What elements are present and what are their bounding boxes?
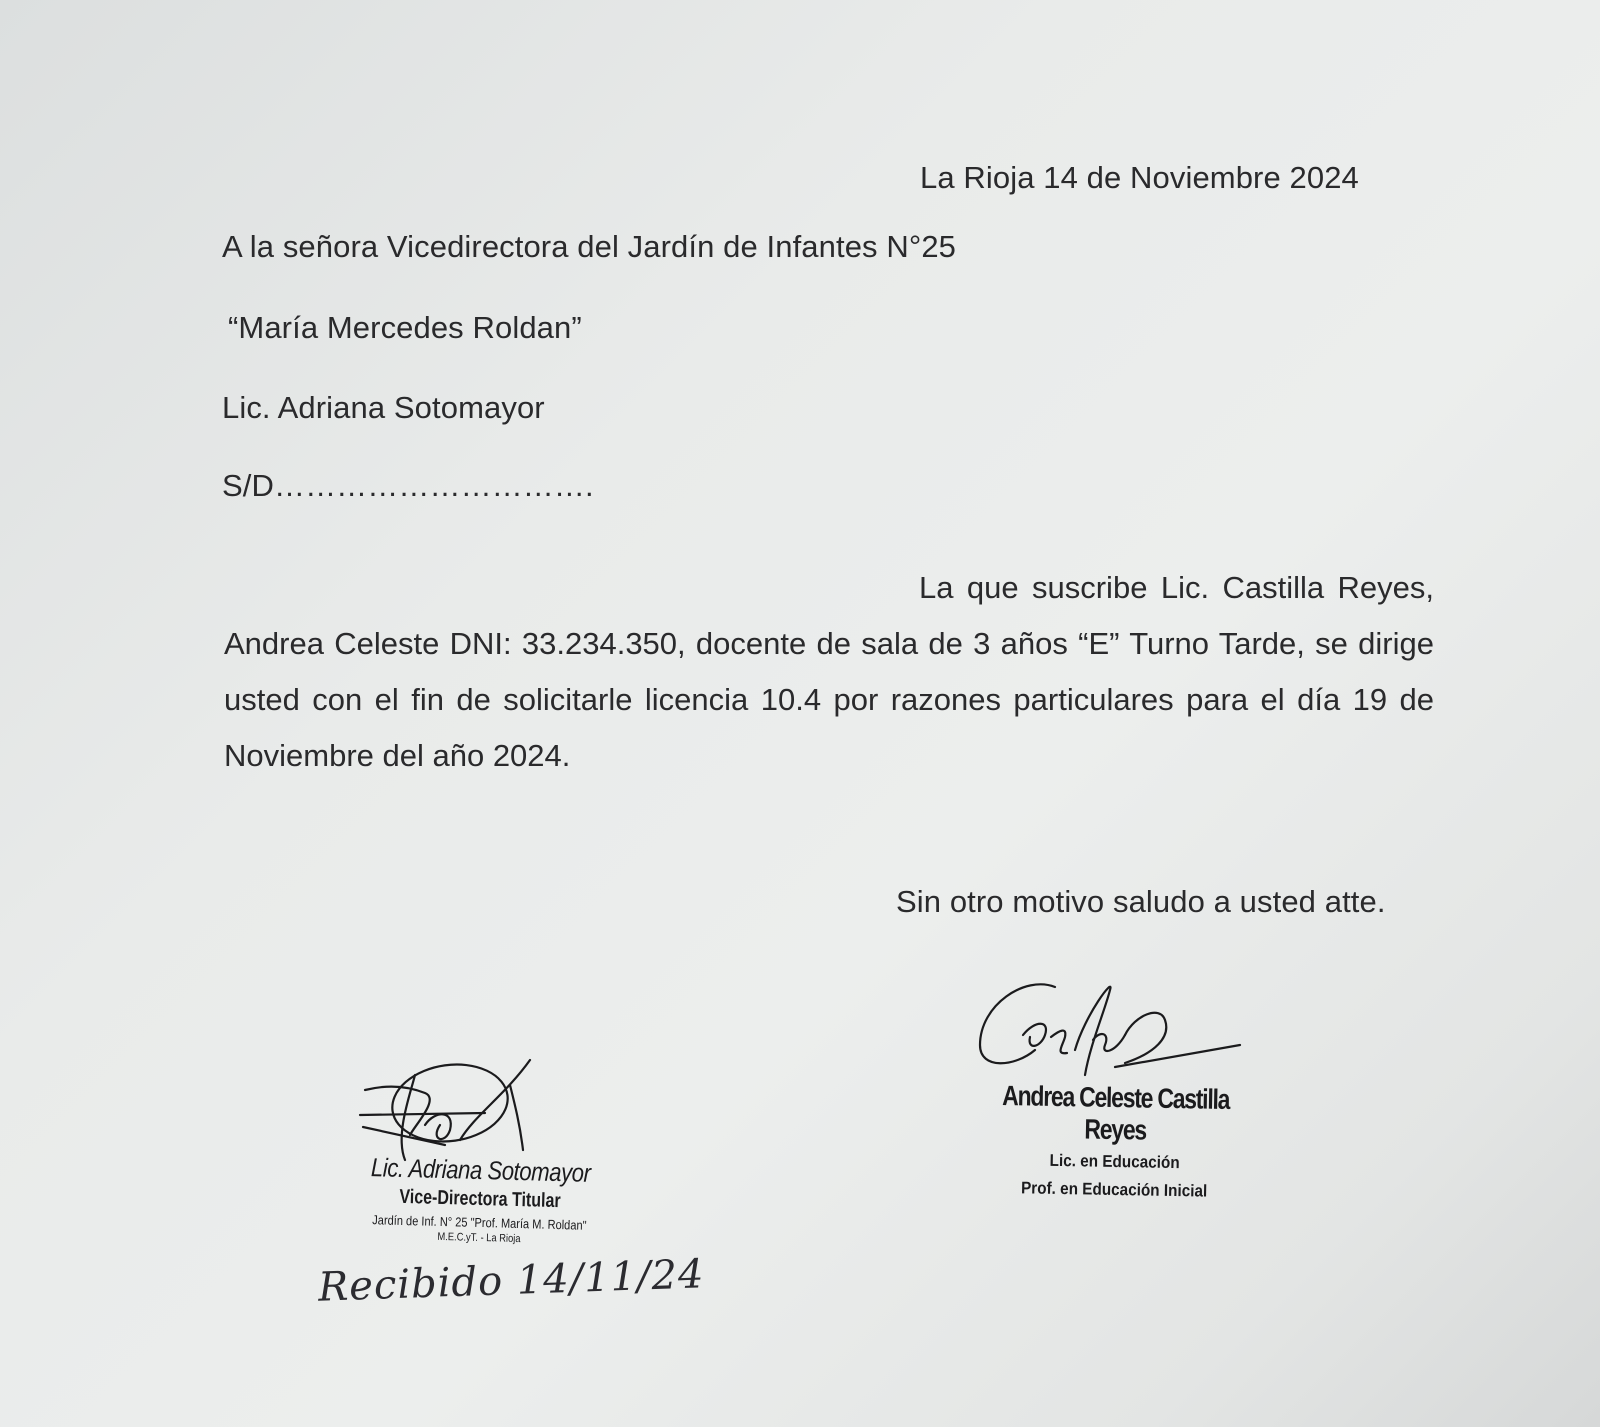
stamp-right-title-1: Lic. en Educación <box>1049 1150 1180 1173</box>
stamp-right <box>959 1079 1271 1202</box>
stamp-left-title: Vice-Directora Titular <box>399 1185 561 1213</box>
stamp-left-name: Lic. Adriana Sotomayor <box>370 1152 591 1188</box>
place-date: La Rioja 14 de Noviembre 2024 <box>920 160 1359 195</box>
recipient-line-4: S/D…………………………. <box>222 468 594 503</box>
signature-right <box>975 975 1245 1095</box>
recipient-line-1: A la señora Vicedirectora del Jardín de Infantes N°25 <box>222 229 957 264</box>
recipient-line-2: “María Mercedes Roldan” <box>228 310 582 345</box>
stamp-right-title-2: Prof. en Educación Inicial <box>1020 1178 1208 1201</box>
letter-body: La que suscribe Lic. Castilla Reyes, Andrea Celeste DNI: 33.234.350, docente de sala de 3 años “E” Turno Tarde, se dirige usted con el fin de solicitarle licencia 10.4 por razones particulares para el día 19 de Noviembre del año 2024. <box>224 570 1434 773</box>
closing-line: Sin otro motivo saludo a usted atte. <box>896 884 1386 919</box>
stamp-left-org: M.E.C.yT. - La Rioja <box>437 1230 521 1246</box>
stamp-left-institution: Jardín de Inf. N° 25 "Prof. María M. Roldan" <box>372 1212 587 1233</box>
recipient-line-3: Lic. Adriana Sotomayor <box>222 390 545 425</box>
stamp-left <box>319 1151 641 1248</box>
stamp-right-name: Andrea Celeste Castilla Reyes <box>1002 1080 1230 1146</box>
received-note: Recibido 14/11/24 <box>317 1251 706 1311</box>
